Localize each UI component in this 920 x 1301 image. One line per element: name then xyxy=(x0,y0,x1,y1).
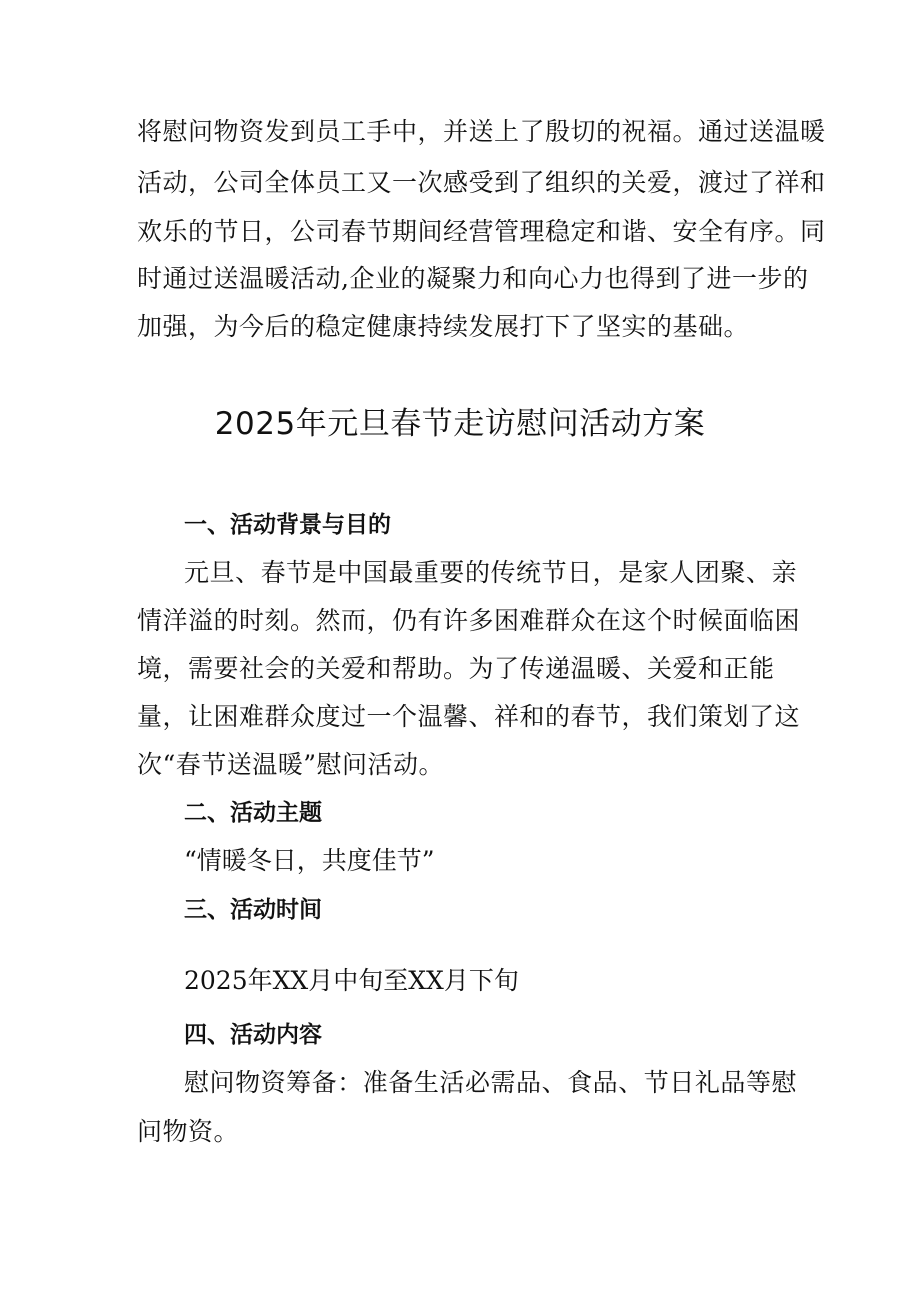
activity-time: 2025年XX月中旬至XX月下旬 xyxy=(184,966,519,995)
section4-line-1: 慰问物资筹备：准备生活必需品、食品、节日礼品等慰 xyxy=(184,1068,797,1097)
section1-line-2: 情洋溢的时刻。然而，仍有许多困难群众在这个时候面临困 xyxy=(137,606,801,635)
page-title: 2025年元旦春节走访慰问活动方案 xyxy=(214,406,706,442)
section1-line-4: 量，让困难群众度过一个温馨、祥和的春节，我们策划了这 xyxy=(137,702,801,731)
activity-theme: “情暖冬日，共度佳节” xyxy=(184,846,435,875)
intro-line-3: 欢乐的节日，公司春节期间经营管理稳定和谐、安全有序。同 xyxy=(137,217,826,246)
section-heading-time: 三、活动时间 xyxy=(184,897,322,923)
intro-line-5: 加强，为今后的稳定健康持续发展打下了坚实的基础。 xyxy=(137,312,750,341)
section1-line-3: 境，需要社会的关爱和帮助。为了传递温暖、关爱和正能 xyxy=(137,654,775,683)
section-heading-background: 一、活动背景与目的 xyxy=(184,512,391,538)
intro-line-1: 将慰问物资发到员工手中，并送上了殷切的祝福。通过送温暖 xyxy=(137,117,826,146)
section4-line-2: 问物资。 xyxy=(137,1117,240,1146)
intro-line-4: 时通过送温暖活动,企业的凝聚力和向心力也得到了进一步的 xyxy=(137,264,809,293)
section1-line-5: 次“春节送温暖”慰问活动。 xyxy=(137,750,445,779)
intro-line-2: 活动，公司全体员工又一次感受到了组织的关爱，渡过了祥和 xyxy=(137,168,826,197)
section-heading-theme: 二、活动主题 xyxy=(184,800,322,826)
section1-line-1: 元旦、春节是中国最重要的传统节日，是家人团聚、亲 xyxy=(184,558,797,587)
section-heading-content: 四、活动内容 xyxy=(184,1022,322,1048)
